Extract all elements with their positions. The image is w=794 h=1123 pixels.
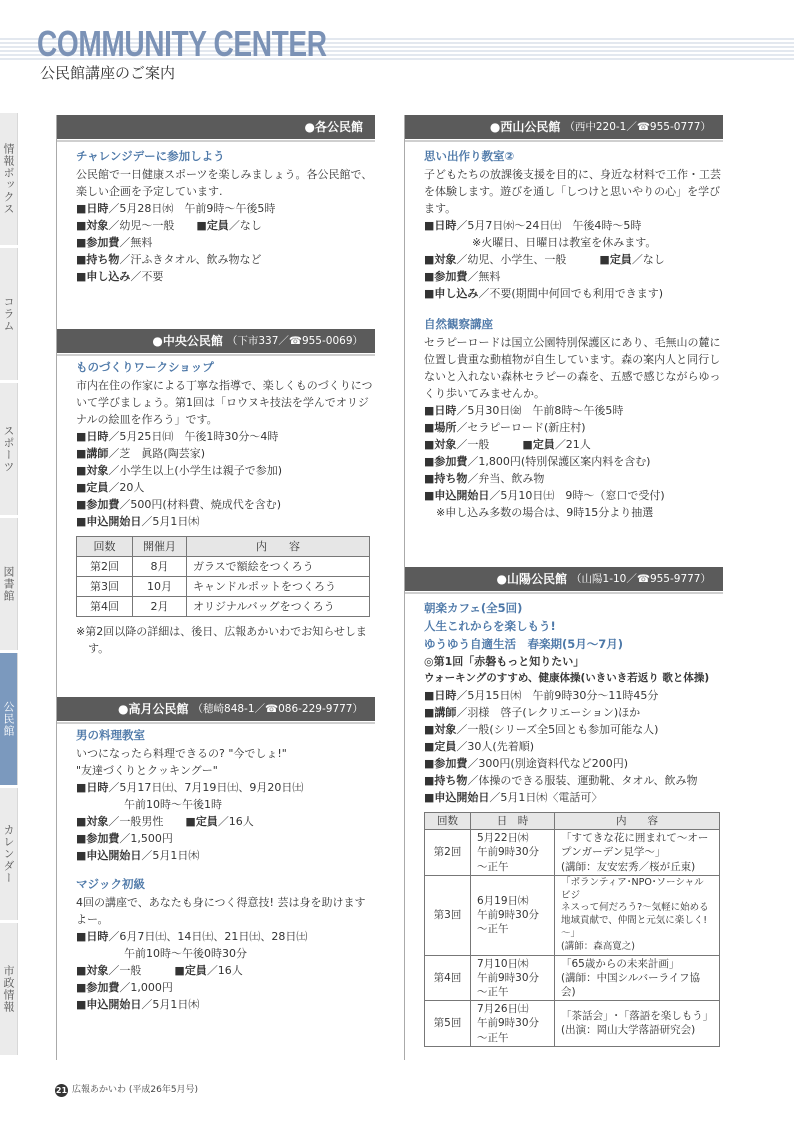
- capacity-key: ■ 定員: [424, 740, 456, 753]
- left-column: [56, 115, 374, 1060]
- capacity-value: ／なし: [631, 253, 665, 267]
- table-cell: 2月: [133, 597, 187, 617]
- items-row: [424, 772, 723, 789]
- capacity-key: ■ 定員: [196, 219, 228, 232]
- tab-library[interactable]: 図書館: [0, 518, 18, 650]
- table-cell-content: [555, 1001, 720, 1047]
- table-cell: ガラスで額絵をつくろう: [187, 557, 370, 577]
- course-title: ゆうゆう自適生活 春楽期(5月～7月): [424, 636, 624, 651]
- course-description: セラピーロードは国立公園特別保護区にあり、毛無山の麓に位置し貴重な動植物が自生しています。森の案内人と同行しないと入れない森林セラピーの森を、五感で感じながらゆっくり歩いてみませんか。: [424, 336, 721, 401]
- section-header: [57, 329, 375, 353]
- session-subtitle: ウォーキングのすすめ、健康体操(いきいき若返り 歌と体操): [424, 672, 710, 685]
- place-value: ／セラピーロード(新庄村): [456, 421, 586, 435]
- section-header: [57, 115, 375, 139]
- content-line: 「すてきな花に囲まれて～オー: [561, 832, 709, 845]
- date-value: ／5月28日㈬ 午前9時～午後5時: [108, 201, 276, 215]
- date-row: [424, 402, 723, 419]
- date-value: ／6月7日㈯、14日㈯、21日㈯、28日㈯: [108, 930, 308, 944]
- apply-row: [424, 285, 723, 302]
- items-value: ／体操のできる服装、運動靴、タオル、飲み物: [467, 773, 698, 787]
- fee-value: ／無料: [119, 236, 153, 249]
- date-key: ■ 日時: [424, 219, 456, 232]
- table-cell-date: [471, 830, 555, 876]
- table-cell-content: [555, 955, 720, 1001]
- start-row: [76, 996, 375, 1013]
- lottery-note: ※申し込み多数の場合は、9時15分より抽選: [436, 506, 654, 520]
- table-header: 内 容: [555, 813, 720, 830]
- tab-sports[interactable]: スポーツ: [0, 383, 18, 515]
- section-header-name: ●山陽公民館: [496, 571, 568, 586]
- table-cell: 10月: [133, 577, 187, 597]
- side-tabs: [0, 113, 31, 1058]
- target-row: [424, 251, 723, 268]
- target-value: ／一般: [456, 438, 523, 452]
- lecturer-value: ／芝 眞路(陶芸家): [108, 447, 205, 460]
- fee-key: ■ 参加費: [76, 981, 119, 994]
- date-row-cont: 午前10時～午後1時: [124, 797, 222, 811]
- tab-column[interactable]: コラム: [0, 248, 18, 380]
- content-line: プンガーデン見学～」: [561, 846, 666, 859]
- tab-info-box[interactable]: 情報ボックス: [0, 113, 18, 245]
- time-line: 午前9時30分: [477, 909, 540, 922]
- course-title: 自然観察講座: [424, 317, 493, 332]
- course-title: 人生これからを楽しもう!: [424, 618, 556, 633]
- fee-row: [424, 268, 723, 285]
- items-row: [424, 470, 723, 487]
- capacity-value: ／20人: [108, 481, 145, 495]
- table-cell-date: [471, 875, 555, 955]
- course-description: 市内在住の作家による丁寧な指導で、楽しくものづくりについて学びましょう。第1回は「ロウヌキ技法を学んでオリジナルの絵皿を作ろう」です。: [76, 378, 373, 426]
- start-row: [424, 789, 723, 806]
- start-key: ■ 申込開始日: [76, 515, 141, 528]
- date-key: ■ 日時: [424, 689, 456, 702]
- sanyo-schedule-table: [424, 812, 720, 1047]
- section-header: [405, 567, 723, 591]
- time-line: 午前9時30分: [477, 1017, 540, 1030]
- start-row: [76, 847, 375, 864]
- time-end-line: ～正午: [477, 860, 509, 873]
- start-value: ／5月10日㈯ 9時～（窓口で受付): [489, 489, 665, 503]
- fee-row: [76, 234, 375, 251]
- capacity-row: [424, 738, 723, 755]
- capacity-value: ／16人: [217, 815, 254, 828]
- date-row: [424, 687, 723, 704]
- table-row: [77, 577, 370, 597]
- course-description: 公民館で一日健康スポーツを楽しみましょう。各公民館で、楽しい企画を予定しています.: [76, 167, 373, 198]
- content-line: 「茶話会」･「落語を楽しもう」: [561, 1010, 714, 1023]
- course-description: 子どもたちの放課後支援を目的に、身近な材料で工作・工芸を体験します。遊びを通し「しつけと思いやりの心」を学びます。: [424, 167, 721, 215]
- table-cell-date: [471, 1001, 555, 1047]
- section-all-centers: [57, 115, 375, 285]
- section-header-name: ●高月公民館: [118, 701, 189, 716]
- date-value: ／5月17日㈯、7月19日㈯、9月20日㈯: [108, 780, 304, 794]
- section-chuo: [57, 329, 375, 658]
- date-row-cont: 午前10時～午後0時30分: [124, 947, 247, 961]
- section-sanyo: [405, 567, 723, 1047]
- section-takatsuki: [57, 697, 375, 1013]
- lecturer-row: [424, 704, 723, 721]
- apply-row: [76, 268, 375, 285]
- date-key: ■ 日時: [424, 404, 456, 417]
- course-description: 4回の講座で、あなたも身につく得意技! 芸は身を助けますよー。: [76, 895, 366, 926]
- course-title: ものづくりワークショップ: [76, 360, 214, 374]
- footer-text: 広報あかいわ (平成26年5月号): [72, 1085, 199, 1095]
- section-address: （山陽1-10／☎955-9777）: [571, 572, 711, 585]
- fee-key: ■ 参加費: [424, 270, 467, 283]
- date-value: ／5月15日㈭ 午前9時30分～11時45分: [456, 688, 659, 702]
- apply-key: ■ 申し込み: [424, 287, 478, 300]
- course-title: 男の料理教室: [76, 728, 145, 742]
- date-note: ※火曜日、日曜日は教室を休みます。: [472, 236, 657, 249]
- target-key: ■ 対象: [76, 464, 108, 477]
- capacity-row: [76, 479, 375, 496]
- start-value: ／5月1日㈭: [141, 849, 200, 863]
- date-key: ■ 日時: [76, 430, 108, 443]
- date-key: ■ 日時: [76, 930, 108, 943]
- course-description: "友達づくりとクッキングー": [76, 763, 218, 777]
- fee-row: [76, 830, 375, 847]
- table-cell-content: [555, 875, 720, 955]
- table-header: 開催月: [133, 537, 187, 557]
- fee-row: [76, 496, 375, 513]
- time-line: 午前9時30分: [477, 846, 540, 859]
- course-title: 思い出作り教室②: [424, 149, 515, 163]
- capacity-value: ／30人(先着順): [456, 739, 534, 753]
- table-cell: 第5回: [425, 1001, 471, 1047]
- target-value: ／幼児、小学生、一般: [456, 253, 600, 267]
- tab-city-info[interactable]: 市政情報: [0, 923, 18, 1055]
- items-value: ／弁当、飲み物: [467, 472, 545, 486]
- section-header: [405, 115, 723, 139]
- table-cell: 第3回: [77, 577, 133, 597]
- target-key: ■ 対象: [76, 219, 108, 232]
- page-title: COMMUNITY CENTER: [37, 23, 327, 64]
- right-column: [404, 115, 722, 1060]
- section-header-name: ●各公民館: [304, 119, 363, 134]
- target-row: [76, 962, 375, 979]
- content-line: 「65歳からの未来計画」: [561, 957, 680, 970]
- target-value: ／一般: [108, 964, 175, 978]
- date-value: ／5月30日㈮ 午前8時～午後5時: [456, 404, 624, 418]
- fee-key: ■ 参加費: [424, 757, 467, 770]
- date-row: [76, 200, 375, 217]
- target-row: [424, 436, 723, 453]
- fee-row: [76, 979, 375, 996]
- date-row: [424, 217, 723, 234]
- items-row: [76, 251, 375, 268]
- time-end-line: ～正午: [477, 1031, 509, 1044]
- table-header: 回数: [77, 537, 133, 557]
- date-key: ■ 日時: [76, 202, 108, 215]
- section-address: （西中220-1／☎955-0777）: [564, 120, 711, 133]
- table-row: [425, 875, 720, 955]
- course-title: 朝楽カフェ(全5回): [424, 601, 523, 615]
- table-row: [425, 830, 720, 876]
- apply-value: ／不要(期間中何回でも利用できます): [478, 287, 663, 301]
- fee-value: ／無料: [467, 270, 501, 284]
- table-cell: オリジナルバッグをつくろう: [187, 597, 370, 617]
- content-line: 「ボランティア･NPO･ソーシャルビジ: [561, 876, 704, 901]
- page-subtitle: 公民館講座のご案内: [40, 64, 176, 82]
- content-line: (講師：中国シルバーライフ協会): [561, 971, 700, 998]
- table-header-row: [425, 813, 720, 830]
- section-address: （穂崎848-1／☎086-229-9777）: [192, 702, 363, 715]
- session-title: ◎第1回「赤磐もっと知りたい」: [424, 655, 585, 669]
- date-line: 7月10日㈭: [477, 957, 529, 970]
- fee-value: ／1,000円: [119, 981, 173, 995]
- content-line: (講師：友安宏秀／桜が丘東): [561, 860, 696, 873]
- table-header: 日 時: [471, 813, 555, 830]
- lecturer-key: ■ 講師: [424, 706, 456, 719]
- table-row: [425, 1001, 720, 1047]
- content-line: (出演：岡山大学落語研究会): [561, 1024, 696, 1037]
- start-key: ■ 申込開始日: [424, 489, 489, 502]
- table-header: 回数: [425, 813, 471, 830]
- target-value: ／小学生以上(小学生は親子で参加): [108, 464, 282, 478]
- section-header-name: ●中央公民館: [152, 333, 223, 348]
- fee-key: ■ 参加費: [424, 455, 467, 468]
- start-value: ／5月1日㈭: [141, 515, 200, 529]
- target-row: [76, 462, 375, 479]
- lecturer-value: ／羽様 啓子(レクリエーション)ほか: [456, 705, 641, 719]
- section-nishiyama: [405, 115, 723, 522]
- course-title: チャレンジデーに参加しよう: [76, 149, 225, 163]
- fee-value: ／300円(別途資料代など200円): [467, 756, 628, 770]
- table-cell: 第2回: [77, 557, 133, 577]
- content-line: (講師：森高寛之): [561, 940, 635, 952]
- page-number: 21: [55, 1084, 68, 1097]
- fee-key: ■ 参加費: [76, 236, 119, 249]
- fee-value: ／1,500円: [119, 832, 173, 846]
- target-key: ■ 対象: [424, 438, 456, 451]
- fee-key: ■ 参加費: [76, 498, 119, 511]
- target-value: ／一般男性: [108, 815, 186, 828]
- capacity-value: ／16人: [206, 964, 243, 978]
- capacity-key: ■ 定員: [76, 481, 108, 494]
- date-row: [76, 779, 375, 796]
- tab-calendar[interactable]: カレンダー: [0, 788, 18, 920]
- capacity-value: ／なし: [228, 218, 262, 232]
- capacity-value: ／21人: [554, 438, 591, 452]
- start-key: ■ 申込開始日: [76, 849, 141, 862]
- start-key: ■ 申込開始日: [76, 998, 141, 1011]
- place-key: ■ 場所: [424, 421, 456, 434]
- table-cell: 第4回: [77, 597, 133, 617]
- table-cell-date: [471, 955, 555, 1001]
- start-row: [76, 513, 375, 530]
- items-key: ■ 持ち物: [76, 253, 119, 266]
- table-cell-content: [555, 830, 720, 876]
- section-header: [57, 697, 375, 721]
- schedule-table: [76, 536, 370, 617]
- fee-value: ／500円(材料費、焼成代を含む): [119, 498, 281, 512]
- apply-value: ／不要: [130, 270, 164, 284]
- fee-row: [424, 755, 723, 772]
- table-row: [77, 557, 370, 577]
- start-value: ／5月1日㈭: [141, 998, 200, 1012]
- target-value: ／一般(シリーズ全5回とも参加可能な人): [456, 722, 659, 736]
- date-key: ■ 日時: [76, 781, 108, 794]
- section-address: （下市337／☎955-0069）: [226, 334, 363, 347]
- course-title: マジック初級: [76, 877, 145, 892]
- target-row: [76, 217, 375, 234]
- date-row: [76, 928, 375, 945]
- items-key: ■ 持ち物: [424, 774, 467, 787]
- target-key: ■ 対象: [76, 964, 108, 977]
- time-end-line: ～正午: [477, 923, 509, 936]
- table-cell: 第4回: [425, 955, 471, 1001]
- table-row: [77, 597, 370, 617]
- target-row: [76, 813, 375, 830]
- table-header: 内 容: [187, 537, 370, 557]
- course-description: いつになったら料理できるの? "今でしょ!": [76, 746, 287, 760]
- start-key: ■ 申込開始日: [424, 791, 489, 804]
- date-row: [76, 428, 375, 445]
- tab-community-center[interactable]: 公民館: [0, 653, 18, 785]
- section-header-name: ●西山公民館: [489, 119, 561, 134]
- page-footer: [55, 1084, 198, 1098]
- date-value: ／5月7日㈬～24日㈯ 午後4時～5時: [456, 218, 642, 232]
- lecturer-key: ■ 講師: [76, 447, 108, 460]
- table-cell: 8月: [133, 557, 187, 577]
- date-value: ／5月25日㈰ 午後1時30分～4時: [108, 429, 279, 443]
- capacity-key: ■ 定員: [174, 964, 206, 977]
- fee-value: ／1,800円(特別保護区案内料を含む): [467, 455, 651, 469]
- items-key: ■ 持ち物: [424, 472, 467, 485]
- apply-key: ■ 申し込み: [76, 270, 130, 283]
- lecturer-row: [76, 445, 375, 462]
- time-end-line: ～正午: [477, 985, 509, 998]
- fee-key: ■ 参加費: [76, 832, 119, 845]
- fee-row: [424, 453, 723, 470]
- items-value: ／汗ふきタオル、飲み物など: [119, 253, 262, 267]
- date-line: 5月22日㈭: [477, 832, 529, 845]
- table-row: [425, 955, 720, 1001]
- target-key: ■ 対象: [424, 253, 456, 266]
- date-line: 7月26日㈯: [477, 1003, 529, 1016]
- start-row: [424, 487, 723, 504]
- content-line: ネスって何だろう?～気軽に始める地域貢献で、仲間と元気に楽しく!～」: [561, 902, 709, 940]
- table-header-row: [77, 537, 370, 557]
- table-note: ※第2回以降の詳細は、後日、広報あかいわでお知らせします。: [76, 625, 367, 656]
- date-line: 6月19日㈭: [477, 894, 529, 907]
- capacity-key: ■ 定員: [599, 253, 631, 266]
- target-key: ■ 対象: [424, 723, 456, 736]
- capacity-key: ■ 定員: [522, 438, 554, 451]
- target-key: ■ 対象: [76, 815, 108, 828]
- table-cell: 第3回: [425, 875, 471, 955]
- table-cell: 第2回: [425, 830, 471, 876]
- time-line: 午前9時30分: [477, 971, 540, 984]
- table-cell: キャンドルポットをつくろう: [187, 577, 370, 597]
- target-row: [424, 721, 723, 738]
- target-value: ／幼児～一般: [108, 218, 197, 232]
- start-value: ／5月1日㈭〈電話可〉: [489, 791, 603, 805]
- place-row: [424, 419, 723, 436]
- capacity-key: ■ 定員: [185, 815, 217, 828]
